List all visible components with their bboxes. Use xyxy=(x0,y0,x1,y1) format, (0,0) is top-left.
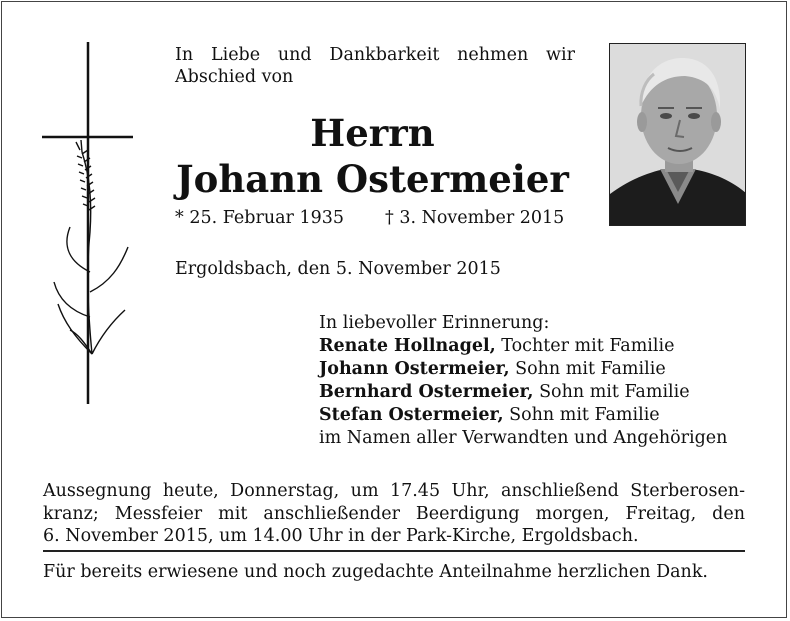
service-line-3: 6. November 2015, um 14.00 Uhr in der Park-Kirche, Ergoldsbach. xyxy=(43,526,639,546)
mourner-line xyxy=(319,358,727,381)
portrait-image xyxy=(610,44,746,226)
cross-with-wheat-icon xyxy=(40,42,135,407)
intro-line-1: In Liebe und Dankbarkeit nehmen wir xyxy=(175,45,575,65)
life-dates xyxy=(175,208,575,228)
death-date: † 3. November 2015 xyxy=(385,208,565,228)
mourner-line xyxy=(319,404,727,427)
mourner-name: Bernhard Ostermeier, xyxy=(319,382,534,402)
mourners-block xyxy=(319,312,727,450)
deceased-title xyxy=(175,110,570,202)
service-line-1: Aussegnung heute, Donnerstag, um 17.45 Uhr, anschließend Sterberosen- xyxy=(43,481,745,501)
birth-date: * 25. Februar 1935 xyxy=(175,208,344,228)
mourner-line xyxy=(319,335,727,358)
thanks-text: Für bereits erwiesene und noch zugedachte Anteilnahme herzlichen Dank. xyxy=(43,562,708,582)
service-details xyxy=(43,480,745,548)
mourner-relation: Sohn mit Familie xyxy=(503,405,660,425)
mourner-name: Stefan Ostermeier, xyxy=(319,405,504,425)
salutation: Herrn xyxy=(310,111,435,155)
memory-closing: im Namen aller Verwandten und Angehörigen xyxy=(319,428,728,448)
intro-text xyxy=(175,44,575,88)
divider xyxy=(43,550,745,552)
place-and-date: Ergoldsbach, den 5. November 2015 xyxy=(175,259,501,279)
mourner-relation: Sohn mit Familie xyxy=(533,382,690,402)
mourner-name: Johann Ostermeier, xyxy=(319,359,510,379)
mourner-name: Renate Hollnagel, xyxy=(319,336,496,356)
mourner-relation: Tochter mit Familie xyxy=(495,336,675,356)
mourner-relation: Sohn mit Familie xyxy=(509,359,666,379)
service-line-2: kranz; Messfeier mit anschließender Beerdigung morgen, Freitag, den xyxy=(43,503,745,524)
memory-heading: In liebevoller Erinnerung: xyxy=(319,313,550,333)
portrait-photo xyxy=(609,43,746,226)
deceased-name: Johann Ostermeier xyxy=(176,157,569,201)
mourner-line xyxy=(319,381,727,404)
intro-line-2: Abschied von xyxy=(175,67,294,87)
